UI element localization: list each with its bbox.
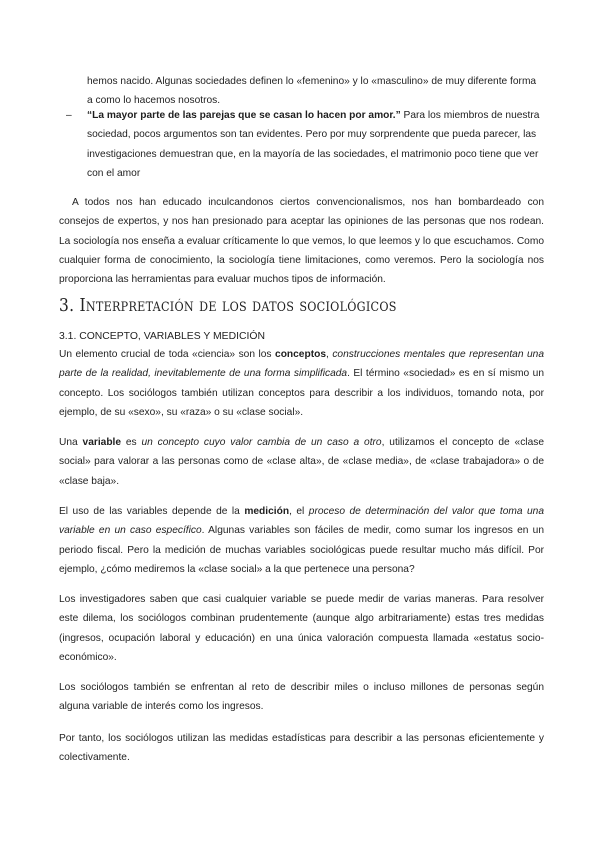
- definition-italic: construcciones mentales que representan una parte de la realidad, inevitablemente de una forma simplificada: [59, 349, 544, 380]
- paragraph-medicion: [59, 502, 544, 579]
- list-item-continuation: hemos nacido. Algunas sociedades definen lo «femenino» y lo «masculino» de muy diferente forma a como lo hacemos nosotros.: [87, 76, 537, 107]
- text: ,: [325, 349, 333, 360]
- paragraph-estadisticas: Por tanto, los sociólogos utilizan las medidas estadísticas para describir a las personas eficientemente y colectivamente.: [59, 733, 544, 764]
- text: . El término «sociedad» es en sí mismo un concepto. Los sociólogos también utilizan conceptos para describir a los individuos, tomando nota, por ejemplo, de su «sexo», su «raza» o su «clase social».: [59, 368, 544, 418]
- term-medicion: medición: [244, 506, 290, 517]
- section-title: 3. Interpretación de los datos sociológicos: [59, 295, 397, 316]
- text: . Algunas variables son fáciles de medir, como sumar los ingresos en un periodo fiscal. Pero la medición de muchas variables sociológicas puede resultar mucho más difícil. Por ejemplo, ¿cómo mediremos la «clase social» a la que pertenece una persona?: [59, 525, 544, 575]
- list-item-bold: “La mayor parte de las parejas que se casan lo hacen por amor.”: [87, 110, 401, 121]
- paragraph-concepts: [59, 345, 544, 422]
- section-subtitle: 3.1. CONCEPTO, VARIABLES Y MEDICIÓN: [59, 331, 265, 342]
- list-bullet: –: [66, 110, 72, 121]
- list-item-text: Para los miembros de nuestra sociedad, pocos argumentos son tan evidentes. Pero por muy sorprendente que pueda parecer, las investigaciones demuestran que, en la mayoría de las sociedades, el matrimonio poco tiene que ver con el amor: [87, 110, 540, 179]
- definition-italic: un concepto cuyo valor cambia de un caso a otro: [141, 437, 382, 448]
- intro-paragraph: A todos nos han educado inculcandonos ciertos convencionalismos, nos han bombardeado con consejos de expertos, y nos han presionado para aceptar las opiniones de las personas que nos rodean. La sociología nos enseña a evaluar críticamente lo que vemos, lo que leemos y lo que escuchamos. Como cualquier forma de conocimiento, la sociología tiene limitaciones, como veremos. Pero la sociología nos proporciona las herramientas para evaluar muchos tipos de información.: [59, 197, 544, 286]
- paragraph-variable: [59, 433, 544, 491]
- text: Un elemento crucial de toda «ciencia» son los: [59, 349, 276, 360]
- text: El uso de las variables depende de la: [59, 506, 245, 517]
- text: , el: [289, 506, 309, 517]
- text: Una: [59, 437, 83, 448]
- definition-italic: proceso de determinación del valor que toma una variable en un caso específico: [59, 506, 544, 537]
- text: , utilizamos el concepto de «clase social» para valorar a las personas como de «clase alta», de «clase media», de «clase trabajadora» o de «clase baja».: [59, 437, 544, 487]
- term-conceptos: conceptos: [275, 349, 326, 360]
- paragraph-describir: Los sociólogos también se enfrentan al reto de describir miles o incluso millones de personas según alguna variable de interés como los ingresos.: [59, 682, 544, 713]
- term-variable: variable: [82, 437, 122, 448]
- paragraph-investigadores: Los investigadores saben que casi cualquier variable se puede medir de varias maneras. Para resolver este dilema, los sociólogos combinan prudentemente (aunque algo arbitrariamente) estas tres medidas (ingresos, ocupación laboral y educación) en una única valoración compuesta llamada «estatus socio-económico».: [59, 594, 544, 663]
- text: es: [121, 437, 142, 448]
- list-item-love: [87, 106, 545, 183]
